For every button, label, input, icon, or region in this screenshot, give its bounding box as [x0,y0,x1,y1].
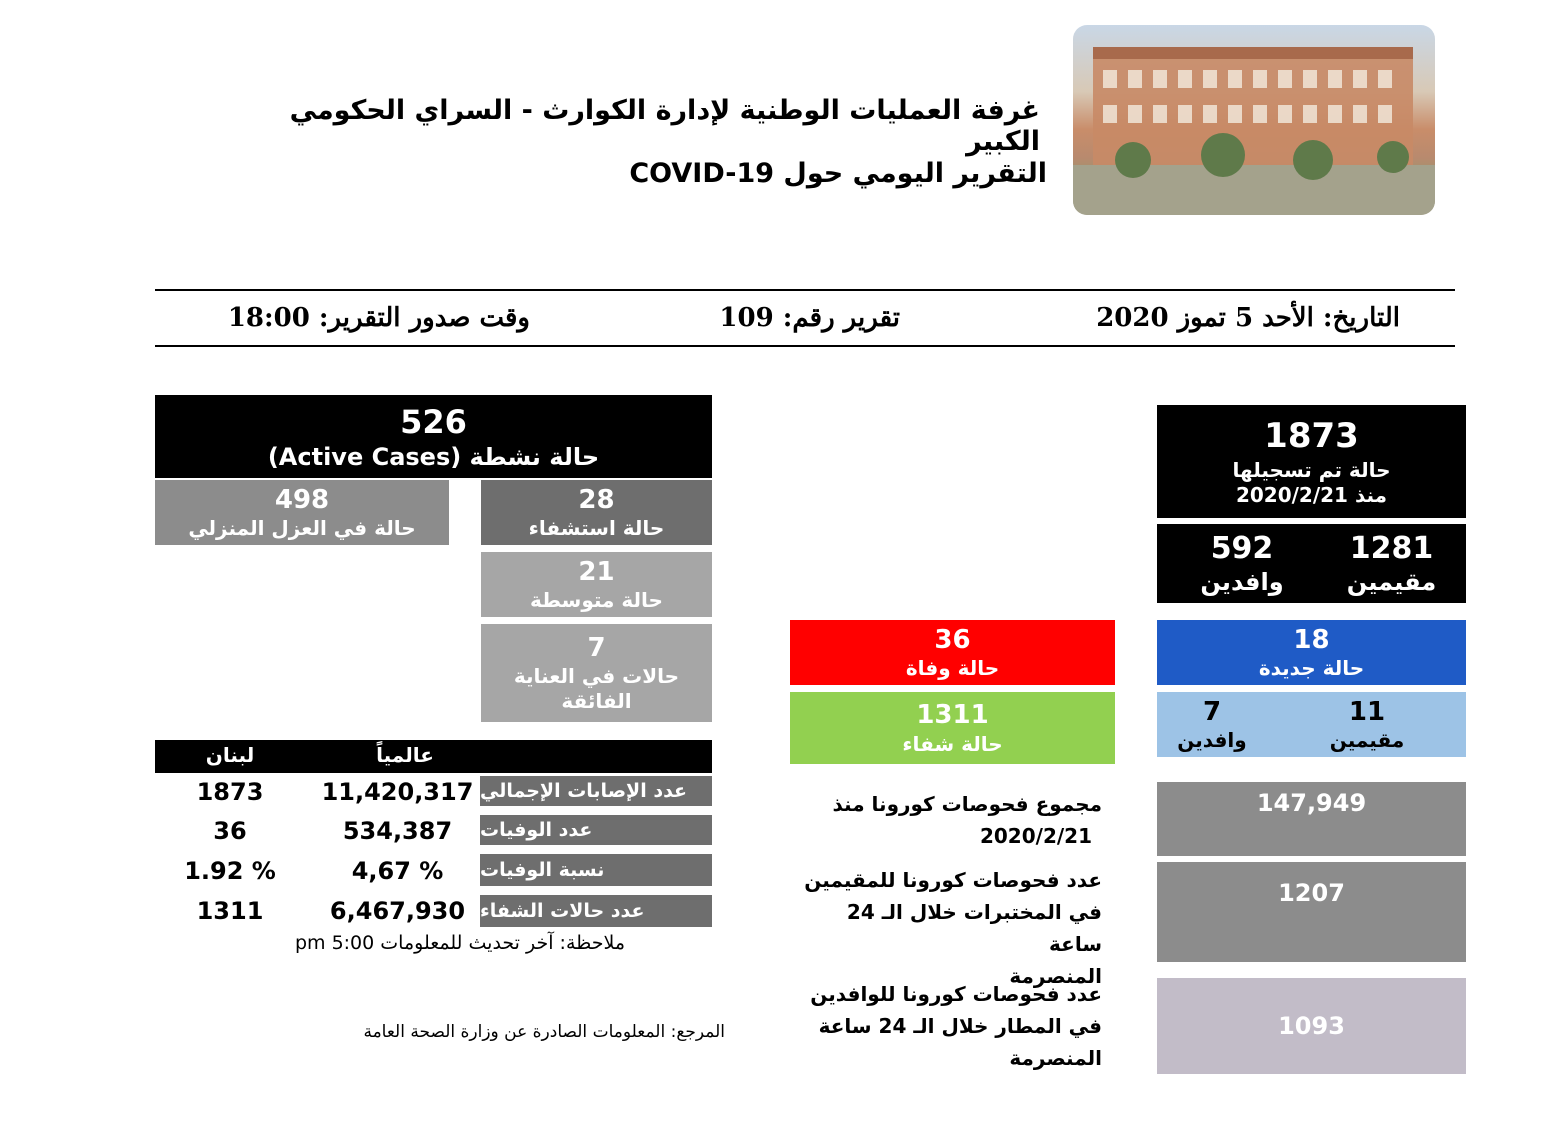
world-recovered: 6,467,930 [329,897,466,925]
report-number: تقرير رقم: 109 [719,303,900,333]
recovered-value: 1311 [916,700,989,731]
recovered-label: حالة شفاء [902,731,1003,756]
new-arrivals-cell [1157,692,1267,757]
hospitalized-value: 28 [578,484,615,515]
active-cases-box [155,395,712,478]
header-title-line2: التقرير اليومي حول COVID-19 [629,158,1047,189]
lebanon-death-rate: 1.92 % [184,857,276,885]
recovered-box [790,692,1115,764]
arrivals-value: 592 [1210,530,1274,566]
lebanon-recovered: 1311 [196,897,264,925]
total-cases-box [1157,405,1466,518]
new-arrivals-label: وافدين [1177,728,1247,753]
hospitalized-label: حالة استشفاء [528,516,665,541]
total-cases-since: منذ 2020/2/21 [1235,482,1388,507]
new-cases-label: حالة جديدة [1258,656,1365,681]
residents-cell [1317,524,1466,603]
arrivals-cell [1167,524,1317,603]
moderate-label: حالة متوسطة [530,588,663,613]
residents-value: 1281 [1349,530,1434,566]
lebanon-total-cases: 1873 [196,778,264,806]
test-label-total-line1: مجموع فحوصات كورونا منذ [832,792,1102,816]
world-total-cases: 11,420,317 [321,778,474,806]
building-illustration [1073,25,1435,215]
residents-split-box [1157,524,1466,603]
deaths-box [790,620,1115,685]
total-cases-value: 1873 [1264,416,1359,457]
row-label-death-rate: نسبة الوفيات [480,854,712,886]
report-issue-time: وقت صدور التقرير: 18:00 [227,303,530,333]
test-label-total [790,788,1102,852]
new-residents-cell [1297,692,1437,757]
test-value-total [1157,782,1466,856]
test-label-residents-line3: المنصرمة [1009,964,1102,988]
test-value-residents [1157,862,1466,962]
icu-value: 7 [587,632,606,663]
row-label-recovered: عدد حالات الشفاء [480,895,712,927]
test-label-residents-line1: عدد فحوصات كورونا للمقيمين [804,868,1102,892]
test-arrivals-value: 1093 [1278,1012,1345,1040]
new-split-box [1157,692,1466,757]
comparison-table-header [155,740,712,773]
test-label-arrivals-line3: المنصرمة [1009,1046,1102,1070]
active-cases-value: 526 [400,402,467,441]
grand-serail-photo [1073,25,1435,215]
arrivals-label: وافدين [1200,568,1284,597]
new-arrivals-value: 7 [1202,696,1222,727]
home-isolation-label: حالة في العزل المنزلي [188,516,416,541]
report-date: التاريخ: الأحد 5 تموز 2020 [1096,303,1400,333]
update-note: ملاحظة: آخر تحديث للمعلومات 5:00 pm [294,932,625,954]
test-label-arrivals-line1: عدد فحوصات كورونا للوافدين [810,982,1102,1006]
new-cases-box [1157,620,1466,685]
test-label-total-line2: 2020/2/21 [979,824,1092,848]
deaths-label: حالة وفاة [905,656,1000,681]
test-label-arrivals-line2: في المطار خلال الـ 24 ساعة [818,1014,1102,1038]
world-death-rate: 4,67 % [351,857,444,885]
moderate-value: 21 [578,556,615,587]
world-deaths: 534,387 [342,817,453,845]
icu-label-line1: حالات في العناية [513,664,680,689]
header-title-line1: غرفة العمليات الوطنية لإدارة الكوارث - السراي الحكومي الكبير [289,95,1040,157]
test-label-residents [790,864,1102,992]
test-label-arrivals [790,978,1102,1074]
residents-label: مقيمين [1346,568,1437,597]
test-total-value: 147,949 [1256,789,1367,817]
row-label-total-cases: عدد الإصابات الإجمالي [480,776,712,806]
test-residents-value: 1207 [1278,879,1345,907]
new-residents-label: مقيمين [1329,728,1405,753]
icu-box [481,624,712,722]
new-residents-value: 11 [1348,696,1386,727]
deaths-value: 36 [934,624,971,655]
lebanon-deaths: 36 [213,817,247,845]
test-label-residents-line2: في المختبرات خلال الـ 24 ساعة [846,900,1102,956]
bottom-rule [155,345,1455,347]
source-note: المرجع: المعلومات الصادرة عن وزارة الصحة العامة [363,1022,725,1042]
row-label-deaths: عدد الوفيات [480,815,712,845]
column-header-lebanon: لبنان [205,743,255,767]
moderate-box [481,552,712,617]
home-isolation-value: 498 [274,484,330,515]
column-header-world: عالمياً [376,743,434,767]
hospitalized-box [481,480,712,545]
home-isolation-box [155,480,449,545]
icu-label-line2: الفائقة [561,689,632,714]
active-cases-label: حالة نشطة (Active Cases) [267,442,600,471]
new-cases-value: 18 [1293,624,1330,655]
top-rule [155,289,1455,291]
test-value-arrivals [1157,978,1466,1074]
total-cases-label: حالة تم تسجيلها [1232,457,1391,482]
